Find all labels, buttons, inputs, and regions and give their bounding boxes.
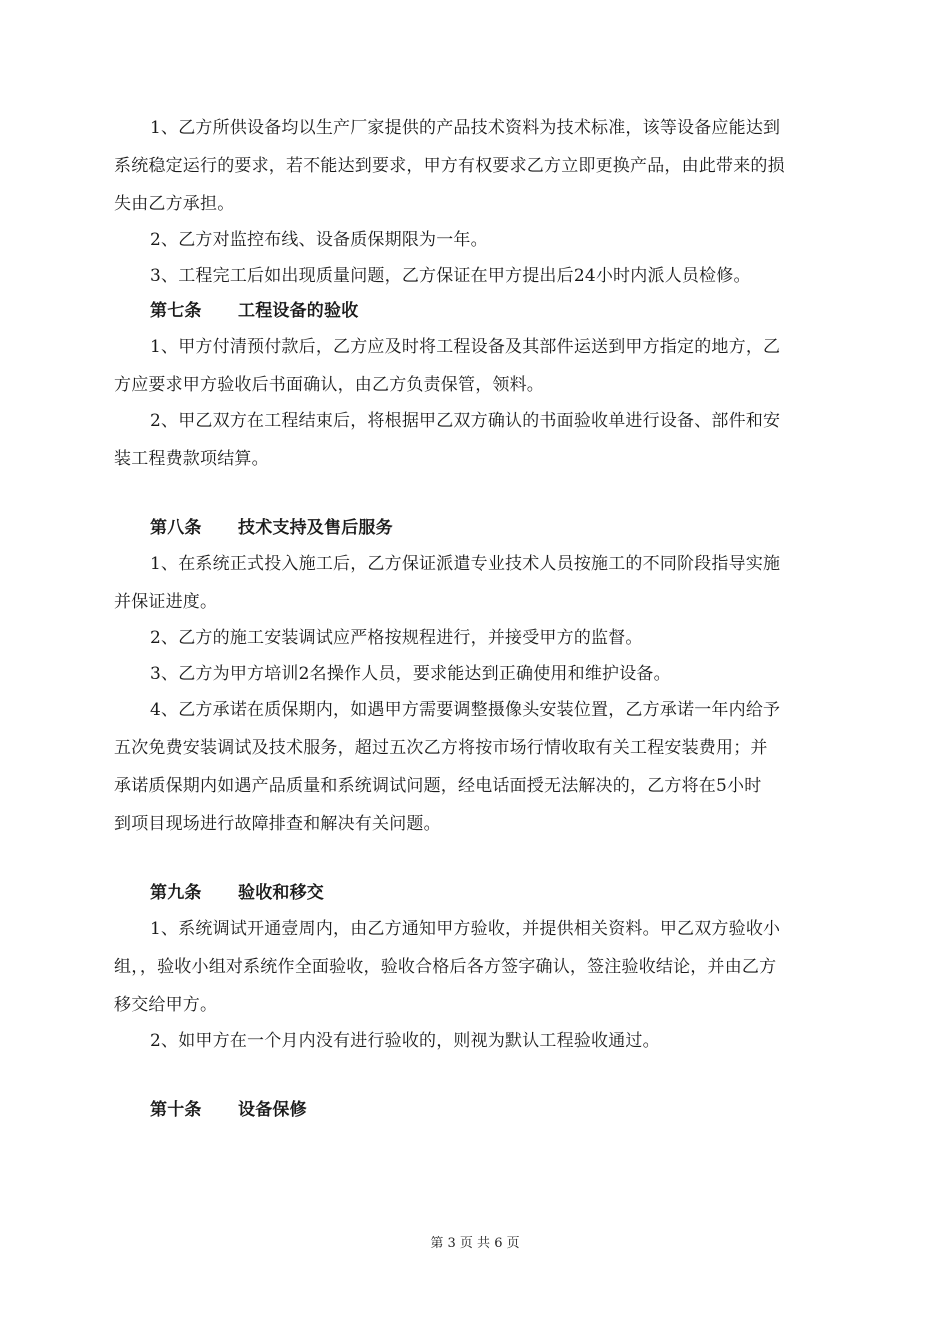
paragraph-line: 2、如甲方在一个月内没有进行验收的，则视为默认工程验收通过。 (150, 1031, 660, 1051)
section-number: 第九条 (150, 883, 202, 903)
section-heading-9 (150, 883, 324, 903)
paragraph-line: 到项目现场进行故障排查和解决有关问题。 (114, 814, 441, 834)
paragraph-line: 1、在系统正式投入施工后，乙方保证派遣专业技术人员按施工的不同阶段指导实施 (150, 554, 781, 574)
section-title: 工程设备的验收 (238, 301, 359, 321)
paragraph-line: 4、乙方承诺在质保期内，如遇甲方需要调整摄像头安装位置，乙方承诺一年内给予 (150, 700, 781, 720)
paragraph-line: 2、乙方的施工安装调试应严格按规程进行，并接受甲方的监督。 (150, 628, 643, 648)
paragraph-line: 装工程费款项结算。 (114, 449, 269, 469)
paragraph-line: 并保证进度。 (114, 592, 218, 612)
section-heading-8 (150, 518, 393, 538)
paragraph-line: 组，，验收小组对系统作全面验收，验收合格后各方签字确认，签注验收结论，并由乙方 (114, 957, 777, 977)
section-title: 设备保修 (238, 1100, 307, 1120)
section-number: 第七条 (150, 301, 202, 321)
paragraph-line: 2、乙方对监控布线、设备质保期限为一年。 (150, 230, 488, 250)
paragraph-line: 方应要求甲方验收后书面确认，由乙方负责保管，领料。 (114, 375, 544, 395)
paragraph-line: 移交给甲方。 (114, 995, 218, 1015)
paragraph-line: 系统稳定运行的要求，若不能达到要求，甲方有权要求乙方立即更换产品，由此带来的损 (114, 156, 785, 176)
paragraph-line: 3、工程完工后如出现质量问题，乙方保证在甲方提出后24小时内派人员检修。 (150, 266, 751, 286)
paragraph-line: 承诺质保期内如遇产品质量和系统调试问题，经电话面授无法解决的，乙方将在5小时 (114, 776, 762, 796)
section-heading-7 (150, 301, 358, 321)
page-number-footer: 第 3 页 共 6 页 (430, 1236, 520, 1251)
section-number: 第八条 (150, 518, 202, 538)
paragraph-line: 1、系统调试开通壹周内，由乙方通知甲方验收，并提供相关资料。甲乙双方验收小 (150, 919, 781, 939)
paragraph-line: 2、甲乙双方在工程结束后，将根据甲乙双方确认的书面验收单进行设备、部件和安 (150, 411, 781, 431)
section-heading-10 (150, 1100, 307, 1120)
paragraph-line: 1、乙方所供设备均以生产厂家提供的产品技术资料为技术标准，该等设备应能达到 (150, 118, 781, 138)
section-number: 第十条 (150, 1100, 202, 1120)
section-title: 验收和移交 (238, 883, 324, 903)
paragraph-line: 失由乙方承担。 (114, 194, 235, 214)
paragraph-line: 五次免费安装调试及技术服务，超过五次乙方将按市场行情收取有关工程安装费用；并 (114, 738, 768, 758)
paragraph-line: 1、甲方付清预付款后，乙方应及时将工程设备及其部件运送到甲方指定的地方，乙 (150, 337, 781, 357)
section-title: 技术支持及售后服务 (238, 518, 393, 538)
paragraph-line: 3、乙方为甲方培训2名操作人员，要求能达到正确使用和维护设备。 (150, 664, 671, 684)
